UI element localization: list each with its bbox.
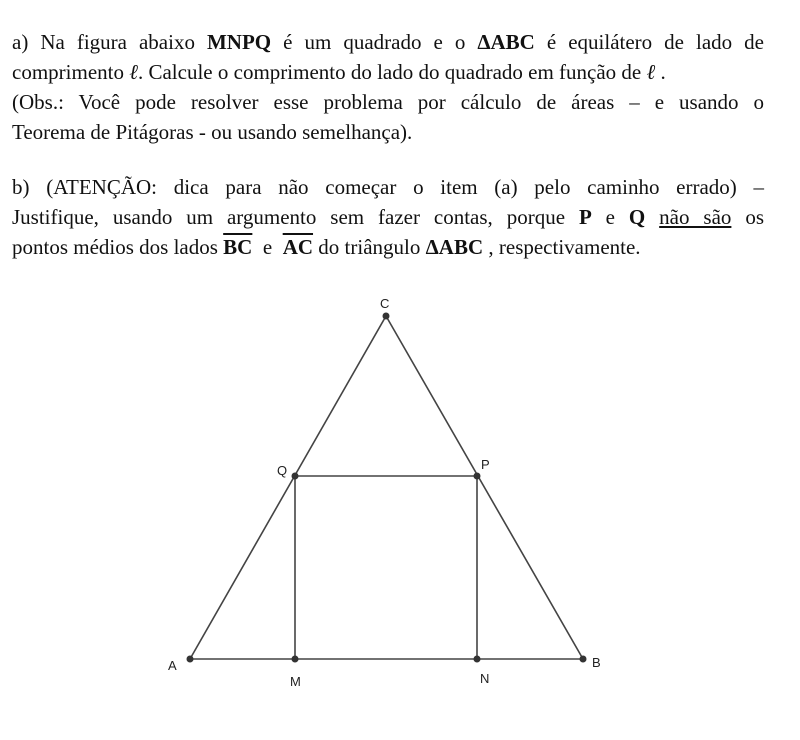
- square-name: MNPQ: [206, 30, 272, 54]
- label-q: Q: [277, 463, 288, 478]
- label-a: A: [168, 658, 177, 673]
- label-c: C: [380, 296, 390, 311]
- text-fragment: comprimento: [12, 60, 130, 84]
- text-fragment: e: [591, 205, 629, 229]
- text-fragment: , respectivamente.: [483, 235, 641, 259]
- ell-symbol: ℓ: [129, 60, 138, 84]
- part-a-line-3: (Obs.: Você pode resolver esse problema por cálculo de áreas – e usando o: [12, 90, 764, 114]
- text-fragment: é equilátero de lado de: [534, 30, 765, 54]
- text-fragment: . Calcule o comprimento do lado do quadrado em função de: [137, 60, 647, 84]
- point-q: [292, 473, 299, 480]
- triangle-name: ΔABC: [425, 235, 484, 259]
- part-a-line-4: Teorema de Pitágoras - ou usando semelhança).: [12, 120, 413, 144]
- point-n: [474, 656, 481, 663]
- text-fragment: Justifique, usando um argumento sem fazer contas, porque: [12, 205, 579, 229]
- edge-bc: [386, 316, 583, 659]
- point-p: [474, 473, 481, 480]
- segment-bc: $\overline{BC}$: [223, 235, 253, 259]
- text-fragment: pontos médios dos lados: [12, 235, 224, 259]
- point-b: [580, 656, 587, 663]
- label-p: P: [481, 457, 490, 472]
- point-m: [292, 656, 299, 663]
- text-fragment: os: [731, 205, 764, 229]
- label-b: B: [592, 655, 601, 670]
- point-c: [383, 313, 390, 320]
- ell-symbol: ℓ: [646, 60, 656, 84]
- text-fragment: a) Na figura abaixo: [12, 30, 207, 54]
- point-q-ref: Q: [628, 205, 646, 229]
- text-fragment: e: [252, 235, 283, 259]
- text-fragment: é um quadrado e o: [271, 30, 478, 54]
- text-fragment: do triângulo: [313, 235, 426, 259]
- text-fragment: .: [655, 60, 666, 84]
- edge-ac: [190, 316, 386, 659]
- point-a: [187, 656, 194, 663]
- not-midpoints-emphasis: não são: [659, 205, 732, 229]
- part-b-line-1: b) (ATENÇÃO: dica para não começar o item (a) pelo caminho errado) –: [12, 175, 764, 199]
- label-n: N: [480, 671, 490, 686]
- label-m: M: [290, 674, 301, 689]
- point-p-ref: P: [578, 205, 592, 229]
- triangle-name: ΔABC: [477, 30, 535, 54]
- segment-ac: $\overline{AC}$: [282, 235, 314, 259]
